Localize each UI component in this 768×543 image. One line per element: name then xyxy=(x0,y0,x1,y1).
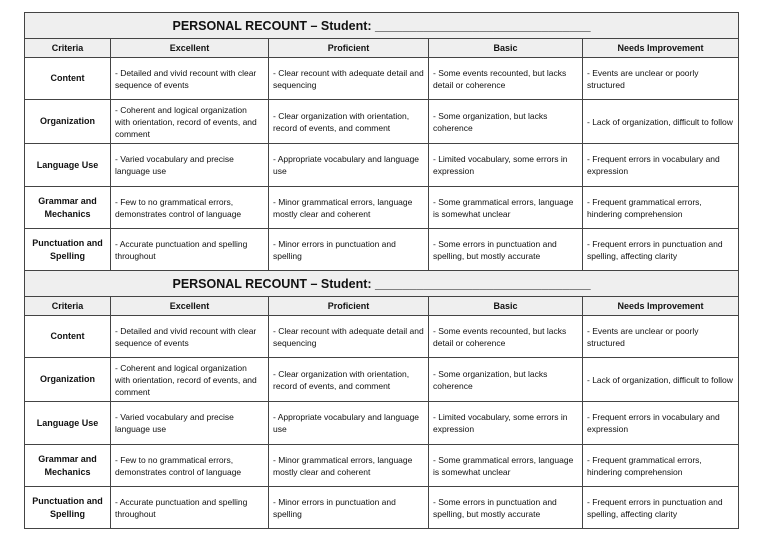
criteria-label: Content xyxy=(25,316,111,358)
cell-basic: - Limited vocabulary, some errors in expression xyxy=(429,402,583,445)
header-basic: Basic xyxy=(429,297,583,316)
cell-excellent: - Accurate punctuation and spelling throughout xyxy=(111,487,269,529)
rubric-table-2 xyxy=(24,270,739,529)
cell-basic: - Some events recounted, but lacks detail or coherence xyxy=(429,58,583,100)
cell-needs-improvement: - Lack of organization, difficult to follow xyxy=(583,100,739,144)
table-row xyxy=(25,316,739,358)
cell-needs-improvement: - Lack of organization, difficult to follow xyxy=(583,358,739,402)
table-row xyxy=(25,487,739,529)
cell-proficient: - Clear recount with adequate detail and sequencing xyxy=(269,316,429,358)
cell-excellent: - Few to no grammatical errors, demonstrates control of language xyxy=(111,187,269,229)
criteria-label: Grammar and Mechanics xyxy=(25,187,111,229)
header-criteria: Criteria xyxy=(25,297,111,316)
header-proficient: Proficient xyxy=(269,297,429,316)
header-needs-improvement: Needs Improvement xyxy=(583,297,739,316)
cell-basic: - Some grammatical errors, language is somewhat unclear xyxy=(429,445,583,487)
cell-needs-improvement: - Events are unclear or poorly structured xyxy=(583,58,739,100)
rubric-title: PERSONAL RECOUNT – Student: _______________________________ xyxy=(25,13,739,39)
cell-proficient: - Appropriate vocabulary and language use xyxy=(269,402,429,445)
table-row xyxy=(25,229,739,271)
table-row xyxy=(25,187,739,229)
cell-excellent: - Coherent and logical organization with orientation, record of events, and comment xyxy=(111,100,269,144)
header-excellent: Excellent xyxy=(111,39,269,58)
cell-excellent: - Few to no grammatical errors, demonstrates control of language xyxy=(111,445,269,487)
cell-excellent: - Detailed and vivid recount with clear sequence of events xyxy=(111,58,269,100)
criteria-label: Organization xyxy=(25,358,111,402)
criteria-label: Organization xyxy=(25,100,111,144)
cell-basic: - Limited vocabulary, some errors in expression xyxy=(429,144,583,187)
cell-needs-improvement: - Frequent errors in vocabulary and expression xyxy=(583,144,739,187)
cell-excellent: - Varied vocabulary and precise language use xyxy=(111,402,269,445)
cell-needs-improvement: - Frequent errors in vocabulary and expression xyxy=(583,402,739,445)
header-basic: Basic xyxy=(429,39,583,58)
cell-excellent: - Detailed and vivid recount with clear sequence of events xyxy=(111,316,269,358)
cell-needs-improvement: - Frequent grammatical errors, hindering comprehension xyxy=(583,445,739,487)
rubric-title: PERSONAL RECOUNT – Student: _______________________________ xyxy=(25,271,739,297)
title-row xyxy=(25,13,739,39)
cell-basic: - Some errors in punctuation and spelling, but mostly accurate xyxy=(429,229,583,271)
rubric-table-1 xyxy=(24,12,739,271)
table-row xyxy=(25,100,739,144)
cell-basic: - Some grammatical errors, language is somewhat unclear xyxy=(429,187,583,229)
table-row xyxy=(25,358,739,402)
table-row xyxy=(25,445,739,487)
cell-proficient: - Minor grammatical errors, language mostly clear and coherent xyxy=(269,445,429,487)
header-needs-improvement: Needs Improvement xyxy=(583,39,739,58)
title-row xyxy=(25,271,739,297)
header-proficient: Proficient xyxy=(269,39,429,58)
cell-proficient: - Minor errors in punctuation and spelling xyxy=(269,487,429,529)
criteria-label: Language Use xyxy=(25,144,111,187)
criteria-label: Punctuation and Spelling xyxy=(25,487,111,529)
cell-proficient: - Clear recount with adequate detail and sequencing xyxy=(269,58,429,100)
cell-proficient: - Appropriate vocabulary and language use xyxy=(269,144,429,187)
criteria-label: Language Use xyxy=(25,402,111,445)
header-criteria: Criteria xyxy=(25,39,111,58)
header-row xyxy=(25,297,739,316)
cell-proficient: - Clear organization with orientation, record of events, and comment xyxy=(269,100,429,144)
cell-basic: - Some errors in punctuation and spelling, but mostly accurate xyxy=(429,487,583,529)
cell-needs-improvement: - Frequent grammatical errors, hindering comprehension xyxy=(583,187,739,229)
cell-excellent: - Coherent and logical organization with orientation, record of events, and comment xyxy=(111,358,269,402)
header-excellent: Excellent xyxy=(111,297,269,316)
criteria-label: Grammar and Mechanics xyxy=(25,445,111,487)
criteria-label: Punctuation and Spelling xyxy=(25,229,111,271)
cell-basic: - Some organization, but lacks coherence xyxy=(429,100,583,144)
cell-needs-improvement: - Frequent errors in punctuation and spelling, affecting clarity xyxy=(583,229,739,271)
cell-needs-improvement: - Events are unclear or poorly structured xyxy=(583,316,739,358)
cell-excellent: - Accurate punctuation and spelling throughout xyxy=(111,229,269,271)
cell-proficient: - Clear organization with orientation, record of events, and comment xyxy=(269,358,429,402)
cell-proficient: - Minor errors in punctuation and spelling xyxy=(269,229,429,271)
cell-proficient: - Minor grammatical errors, language mostly clear and coherent xyxy=(269,187,429,229)
cell-needs-improvement: - Frequent errors in punctuation and spelling, affecting clarity xyxy=(583,487,739,529)
header-row xyxy=(25,39,739,58)
cell-basic: - Some events recounted, but lacks detail or coherence xyxy=(429,316,583,358)
cell-basic: - Some organization, but lacks coherence xyxy=(429,358,583,402)
table-row xyxy=(25,58,739,100)
criteria-label: Content xyxy=(25,58,111,100)
cell-excellent: - Varied vocabulary and precise language use xyxy=(111,144,269,187)
table-row xyxy=(25,144,739,187)
table-row xyxy=(25,402,739,445)
